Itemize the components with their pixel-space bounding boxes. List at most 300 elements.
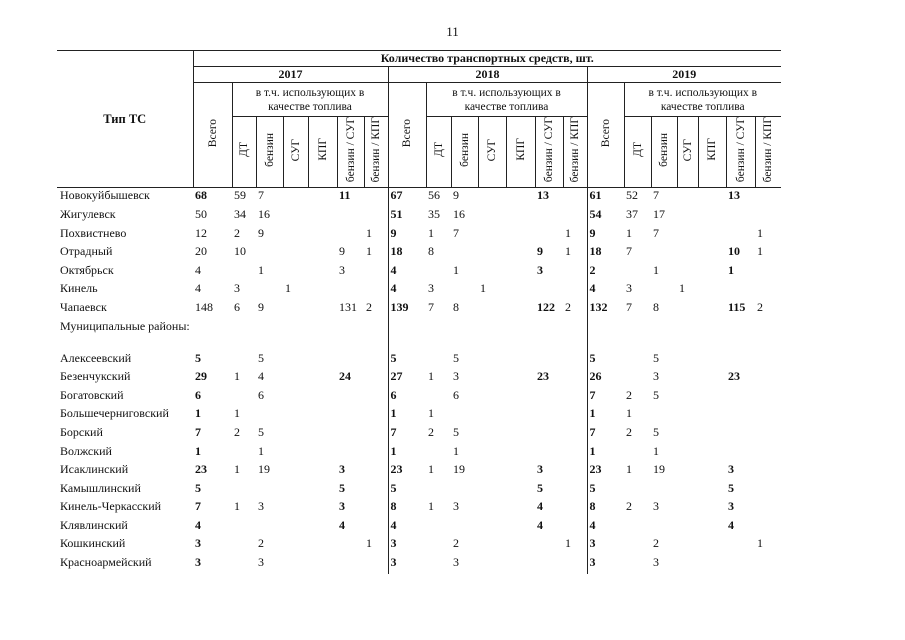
- cell-2018-0: 18: [388, 244, 426, 263]
- cell-2019-6: 2: [757, 299, 763, 314]
- cell-2019-5: [726, 406, 755, 425]
- cell-2019-5: [726, 226, 755, 245]
- cell-2019-1: 52: [626, 188, 638, 203]
- cell-2018-3: [478, 226, 506, 245]
- cell-2017-0: 6: [195, 387, 201, 402]
- row-label: Безенчукский: [60, 369, 131, 384]
- cell-2018-1: 1: [428, 499, 434, 514]
- cell-2018-4: [506, 499, 535, 518]
- cell-2017-4: [308, 244, 337, 263]
- cell-2018-1: 7: [428, 299, 434, 314]
- cell-2018-0: 7: [388, 425, 426, 444]
- cell-2019-2: [651, 281, 677, 300]
- cell-2018-0: 6: [388, 388, 426, 407]
- cell-2019-5: 13: [728, 188, 740, 203]
- cell-2017-6: [364, 281, 388, 300]
- cell-2018-2: 16: [453, 206, 465, 221]
- cell-2017-5: [337, 388, 364, 407]
- cell-2017-5: [337, 319, 364, 351]
- fuel-group-header-2018: в т.ч. использующих в качестве топлива: [426, 83, 587, 117]
- cell-2019-1: [624, 481, 651, 500]
- table-row: [57, 518, 781, 537]
- cell-2017-5: 9: [339, 244, 345, 259]
- cell-2019-4: [698, 425, 726, 444]
- cell-2018-1: [426, 536, 451, 555]
- cell-2018-5: 13: [537, 188, 549, 203]
- cell-2017-1: 1: [234, 406, 240, 421]
- cell-2019-3: [677, 462, 698, 481]
- cell-2018-6: [563, 207, 587, 226]
- cell-2017-3: [283, 536, 308, 555]
- cell-2019-6: [755, 207, 781, 226]
- table-row: [57, 536, 781, 555]
- cell-2019-0: 7: [587, 425, 624, 444]
- cell-2019-5: 3: [728, 499, 734, 514]
- cell-2019-0: 1: [587, 444, 624, 463]
- fuel-col-header-2019-3: КПГ: [698, 117, 726, 188]
- fuel-col-header-2018-3: КПГ: [506, 117, 535, 188]
- cell-2019-4: [698, 406, 726, 425]
- cell-2018-1: 3: [428, 281, 434, 296]
- cell-2018-2: [451, 481, 478, 500]
- cell-2017-3: [283, 207, 308, 226]
- row-label: Волжский: [60, 443, 112, 458]
- cell-2019-2: 19: [653, 462, 665, 477]
- cell-2018-0: 9: [388, 226, 426, 245]
- cell-2017-5: 11: [339, 188, 351, 203]
- cell-2018-5: 5: [537, 480, 543, 495]
- cell-2017-3: 1: [285, 281, 291, 296]
- cell-2018-0: [388, 319, 426, 351]
- cell-2017-1: 3: [234, 281, 240, 296]
- cell-2017-2: [256, 518, 283, 537]
- cell-2017-6: [364, 263, 388, 282]
- cell-2017-3: [283, 351, 308, 370]
- cell-2017-4: [308, 518, 337, 537]
- cell-2017-6: [364, 425, 388, 444]
- cell-2019-4: [698, 536, 726, 555]
- total-header-2017: Всего: [193, 83, 232, 188]
- cell-2019-1: 7: [626, 299, 632, 314]
- cell-2019-4: [698, 518, 726, 537]
- table-row: [57, 300, 781, 319]
- cell-2018-3: [478, 462, 506, 481]
- cell-2017-4: [308, 481, 337, 500]
- cell-2018-5: [535, 319, 563, 351]
- cell-2019-1: 2: [626, 387, 632, 402]
- cell-2017-4: [308, 425, 337, 444]
- cell-2019-4: [698, 444, 726, 463]
- cell-2018-3: [478, 207, 506, 226]
- cell-2017-3: [283, 499, 308, 518]
- table-row: [57, 244, 781, 263]
- table-row: [57, 263, 781, 282]
- cell-2018-5: [535, 555, 563, 574]
- cell-2019-4: [698, 300, 726, 319]
- cell-2018-5: [535, 536, 563, 555]
- cell-2017-4: [308, 444, 337, 463]
- cell-2019-0: 4: [587, 518, 624, 537]
- fuel-col-header-2017-2: СУГ: [283, 117, 308, 188]
- cell-2017-1: 6: [234, 299, 240, 314]
- cell-2018-2: 9: [453, 188, 459, 203]
- cell-2018-1: [426, 444, 451, 463]
- cell-2019-2: 1: [653, 443, 659, 458]
- cell-2019-4: [698, 207, 726, 226]
- table-row: [57, 444, 781, 463]
- cell-2017-2: 6: [258, 387, 264, 402]
- cell-2017-0: 23: [195, 462, 207, 477]
- cell-2019-3: [677, 263, 698, 282]
- cell-2019-3: [677, 425, 698, 444]
- cell-2017-0: [193, 319, 232, 351]
- cell-2019-4: [698, 499, 726, 518]
- cell-2017-6: [364, 481, 388, 500]
- fuel-col-header-2018-0: ДТ: [426, 117, 451, 188]
- fuel-col-header-2018-1: бензин: [451, 117, 478, 188]
- cell-2019-5: 3: [728, 462, 734, 477]
- fuel-col-header-2019-5: бензин / КПГ: [755, 117, 781, 188]
- cell-2019-3: [677, 536, 698, 555]
- cell-2017-5: [337, 536, 364, 555]
- cell-2018-0: 1: [388, 444, 426, 463]
- cell-2017-1: 34: [234, 206, 246, 221]
- cell-2017-6: [364, 188, 388, 207]
- table-row: [57, 188, 781, 207]
- cell-2019-2: 3: [653, 499, 659, 514]
- cell-2019-6: [755, 351, 781, 370]
- cell-2019-6: [755, 462, 781, 481]
- cell-2019-1: 1: [626, 406, 632, 421]
- cell-2018-2: 1: [453, 262, 459, 277]
- cell-2018-1: 1: [428, 225, 434, 240]
- cell-2018-2: 6: [453, 387, 459, 402]
- cell-2019-0: 18: [587, 244, 624, 263]
- cell-2019-0: 8: [587, 499, 624, 518]
- cell-2017-6: [364, 351, 388, 370]
- cell-2017-6: [364, 388, 388, 407]
- cell-2019-4: [698, 369, 726, 388]
- cell-2018-0: 4: [388, 518, 426, 537]
- cell-2019-2: 8: [653, 299, 659, 314]
- cell-2017-3: [283, 555, 308, 574]
- cell-2018-6: [563, 499, 587, 518]
- cell-2019-6: [755, 555, 781, 574]
- cell-2019-1: 1: [626, 225, 632, 240]
- cell-2017-4: [308, 188, 337, 207]
- cell-2017-4: [308, 536, 337, 555]
- cell-2018-2: 3: [453, 555, 459, 570]
- cell-2018-1: [426, 263, 451, 282]
- cell-2018-3: [478, 499, 506, 518]
- cell-2017-2: [256, 319, 283, 351]
- cell-2019-6: [755, 444, 781, 463]
- cell-2017-5: 24: [339, 369, 351, 384]
- row-label: Отрадный: [60, 244, 113, 259]
- cell-2018-1: 2: [428, 424, 434, 439]
- cell-2017-1: 2: [234, 424, 240, 439]
- cell-2019-6: [755, 425, 781, 444]
- cell-2017-2: 1: [258, 443, 264, 458]
- cell-2017-4: [308, 319, 337, 351]
- cell-2017-3: [283, 406, 308, 425]
- cell-2017-1: [232, 481, 256, 500]
- cell-2017-6: 1: [366, 225, 372, 240]
- type-header: Тип ТС: [57, 51, 193, 188]
- row-label: Жигулевск: [60, 206, 116, 221]
- cell-2019-4: [698, 319, 726, 351]
- cell-2018-3: [478, 188, 506, 207]
- cell-2019-6: [755, 499, 781, 518]
- cell-2017-3: [283, 319, 308, 351]
- cell-2019-0: 9: [587, 226, 624, 245]
- cell-2018-1: [426, 481, 451, 500]
- cell-2017-2: 9: [258, 225, 264, 240]
- cell-2018-0: 5: [388, 481, 426, 500]
- cell-2017-2: [256, 244, 283, 263]
- cell-2019-3: [677, 351, 698, 370]
- cell-2017-6: [364, 369, 388, 388]
- cell-2019-2: 1: [653, 262, 659, 277]
- cell-2017-2: 9: [258, 299, 264, 314]
- cell-2019-4: [698, 226, 726, 245]
- cell-2018-2: 5: [453, 424, 459, 439]
- row-label: Клявлинский: [60, 517, 128, 532]
- cell-2019-0: 26: [587, 369, 624, 388]
- cell-2018-5: 9: [537, 244, 543, 259]
- cell-2019-0: 1: [587, 406, 624, 425]
- cell-2017-2: 4: [258, 369, 264, 384]
- cell-2017-5: [337, 226, 364, 245]
- cell-2018-2: 2: [453, 536, 459, 551]
- cell-2018-0: 23: [388, 462, 426, 481]
- cell-2019-3: [677, 406, 698, 425]
- cell-2017-2: [256, 481, 283, 500]
- cell-2018-4: [506, 425, 535, 444]
- cell-2018-1: [426, 319, 451, 351]
- cell-2017-6: 2: [366, 299, 372, 314]
- cell-2019-1: 7: [626, 244, 632, 259]
- cell-2017-0: 3: [195, 536, 201, 551]
- cell-2018-4: [506, 319, 535, 351]
- cell-2019-1: 37: [626, 206, 638, 221]
- cell-2019-5: [726, 207, 755, 226]
- cell-2019-6: [755, 406, 781, 425]
- cell-2019-4: [698, 462, 726, 481]
- cell-2017-1: [232, 555, 256, 574]
- cell-2019-3: [677, 319, 698, 351]
- cell-2017-6: [364, 555, 388, 574]
- cell-2017-3: [283, 444, 308, 463]
- cell-2017-3: [283, 300, 308, 319]
- cell-2018-5: 3: [537, 462, 543, 477]
- cell-2019-4: [698, 244, 726, 263]
- table-row: [57, 226, 781, 245]
- cell-2017-0: 29: [195, 369, 207, 384]
- cell-2017-3: [283, 518, 308, 537]
- cell-2018-1: 1: [428, 406, 434, 421]
- cell-2017-5: [337, 444, 364, 463]
- cell-2018-2: 19: [453, 462, 465, 477]
- cell-2018-4: [506, 281, 535, 300]
- table-row: [57, 369, 781, 388]
- cell-2018-4: [506, 388, 535, 407]
- cell-2017-2: 19: [258, 462, 270, 477]
- cell-2018-4: [506, 518, 535, 537]
- cell-2018-2: [451, 244, 478, 263]
- cell-2019-0: 5: [587, 481, 624, 500]
- cell-2018-6: [563, 406, 587, 425]
- cell-2017-0: 7: [195, 499, 201, 514]
- row-label: Камышлинский: [60, 480, 141, 495]
- cell-2018-3: [478, 536, 506, 555]
- cell-2017-1: [232, 351, 256, 370]
- cell-2017-2: 3: [258, 555, 264, 570]
- cell-2017-0: 1: [195, 443, 201, 458]
- cell-2019-2: [651, 244, 677, 263]
- cell-2019-0: [587, 319, 624, 351]
- cell-2017-6: [364, 518, 388, 537]
- cell-2018-5: 4: [537, 499, 543, 514]
- cell-2017-4: [308, 281, 337, 300]
- cell-2017-0: 50: [195, 206, 207, 221]
- fuel-col-header-2017-5: бензин / КПГ: [364, 117, 388, 188]
- cell-2018-5: [535, 388, 563, 407]
- cell-2018-6: [563, 388, 587, 407]
- cell-2018-0: 3: [388, 536, 426, 555]
- cell-2017-4: [308, 499, 337, 518]
- row-label: Красноармейский: [60, 555, 152, 570]
- cell-2019-1: 2: [626, 499, 632, 514]
- cell-2018-5: 122: [537, 299, 555, 314]
- total-header-2019: Всего: [587, 83, 624, 188]
- cell-2018-1: [426, 351, 451, 370]
- cell-2019-3: [677, 481, 698, 500]
- cell-2018-2: 3: [453, 369, 459, 384]
- cell-2019-6: 1: [757, 225, 763, 240]
- cell-2019-4: [698, 188, 726, 207]
- cell-2019-3: [677, 388, 698, 407]
- cell-2018-2: [451, 406, 478, 425]
- table-row: [57, 406, 781, 425]
- cell-2017-6: [364, 444, 388, 463]
- cell-2019-3: 1: [679, 281, 685, 296]
- cell-2018-3: [478, 351, 506, 370]
- cell-2019-1: [624, 319, 651, 351]
- cell-2018-6: 1: [565, 536, 571, 551]
- cell-2019-3: [677, 555, 698, 574]
- vehicle-count-table: [57, 50, 781, 574]
- cell-2018-0: 139: [388, 300, 426, 319]
- fuel-group-header-2017: в т.ч. использующих в качестве топлива: [232, 83, 388, 117]
- cell-2019-2: 5: [653, 350, 659, 365]
- cell-2018-0: 27: [388, 369, 426, 388]
- cell-2017-6: [364, 499, 388, 518]
- cell-2018-6: 2: [565, 299, 571, 314]
- cell-2018-6: [563, 481, 587, 500]
- cell-2017-0: 4: [195, 262, 201, 277]
- cell-2017-5: [337, 281, 364, 300]
- cell-2019-6: [755, 369, 781, 388]
- cell-2018-0: 67: [388, 188, 426, 207]
- row-label: Большечерниговский: [60, 406, 169, 421]
- cell-2017-0: 5: [195, 350, 201, 365]
- cell-2019-1: 1: [626, 462, 632, 477]
- row-label: Кинель-Черкасский: [60, 499, 162, 514]
- cell-2019-1: [624, 536, 651, 555]
- cell-2017-2: 5: [258, 424, 264, 439]
- cell-2019-0: 2: [587, 263, 624, 282]
- cell-2019-4: [698, 555, 726, 574]
- year-header-2018: 2018: [388, 67, 587, 83]
- cell-2017-4: [308, 369, 337, 388]
- cell-2019-0: 5: [587, 351, 624, 370]
- cell-2019-1: [624, 518, 651, 537]
- cell-2019-6: [755, 281, 781, 300]
- cell-2018-6: 1: [565, 244, 571, 259]
- cell-2017-6: 1: [366, 536, 372, 551]
- cell-2019-2: 17: [653, 206, 665, 221]
- cell-2019-6: [755, 481, 781, 500]
- cell-2017-3: [283, 226, 308, 245]
- cell-2019-4: [698, 481, 726, 500]
- cell-2018-5: [535, 444, 563, 463]
- cell-2019-2: 3: [653, 555, 659, 570]
- cell-2017-1: 1: [234, 369, 240, 384]
- cell-2017-6: [364, 406, 388, 425]
- table-row: [57, 555, 781, 574]
- cell-2018-4: [506, 263, 535, 282]
- fuel-col-header-2018-2: СУГ: [478, 117, 506, 188]
- cell-2018-1: 1: [428, 369, 434, 384]
- total-header-2018: Всего: [388, 83, 426, 188]
- cell-2018-5: [535, 226, 563, 245]
- cell-2018-3: [478, 369, 506, 388]
- fuel-col-header-2019-4: бензин / СУГ: [726, 117, 755, 188]
- cell-2019-3: [677, 369, 698, 388]
- cell-2019-4: [698, 388, 726, 407]
- table-row: [57, 281, 781, 300]
- table-row: [57, 319, 781, 351]
- cell-2017-5: [337, 555, 364, 574]
- row-label: Исаклинский: [60, 462, 129, 477]
- cell-2019-2: [651, 319, 677, 351]
- cell-2019-5: [726, 536, 755, 555]
- cell-2018-3: 1: [480, 281, 486, 296]
- cell-2018-5: [535, 425, 563, 444]
- row-label: Богатовский: [60, 387, 124, 402]
- cell-2017-4: [308, 300, 337, 319]
- cell-2019-2: 5: [653, 387, 659, 402]
- cell-2018-4: [506, 536, 535, 555]
- cell-2018-0: 8: [388, 499, 426, 518]
- cell-2018-4: [506, 481, 535, 500]
- cell-2019-2: 3: [653, 369, 659, 384]
- cell-2017-2: [256, 406, 283, 425]
- cell-2017-3: [283, 425, 308, 444]
- cell-2019-1: 3: [626, 281, 632, 296]
- fuel-col-header-2018-5: бензин / КПГ: [563, 117, 587, 188]
- cell-2019-6: 1: [757, 244, 763, 259]
- cell-2019-5: 23: [728, 369, 740, 384]
- cell-2018-3: [478, 300, 506, 319]
- fuel-col-header-2018-4: бензин / СУГ: [535, 117, 563, 188]
- cell-2018-4: [506, 406, 535, 425]
- cell-2017-3: [283, 481, 308, 500]
- cell-2017-1: [232, 444, 256, 463]
- cell-2019-3: [677, 207, 698, 226]
- cell-2018-4: [506, 444, 535, 463]
